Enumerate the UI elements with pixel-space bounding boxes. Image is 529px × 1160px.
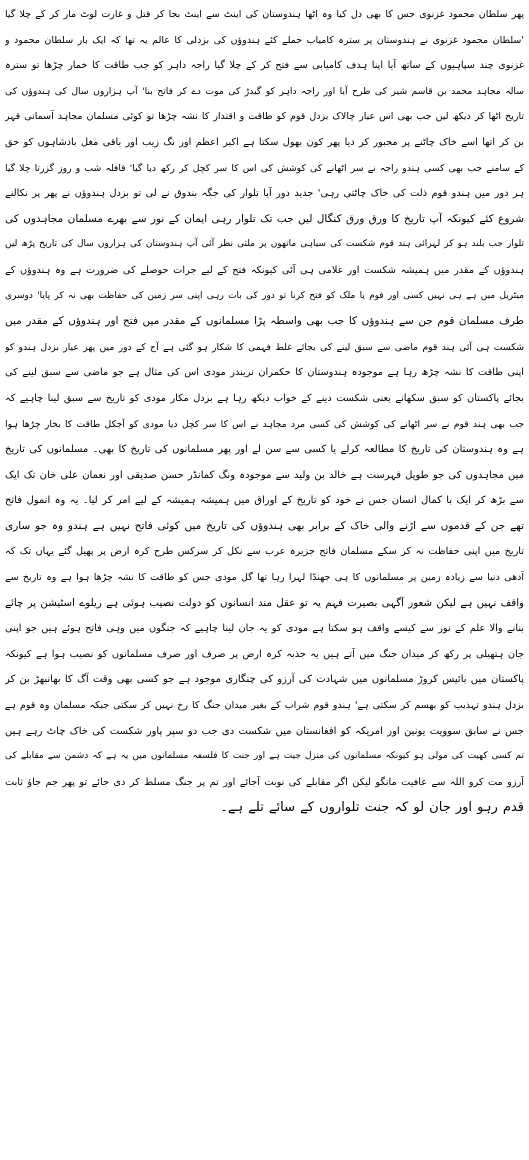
article-line: تاریخ اٹھا کر دیکھ لیں جب بھی اس عیار چالاک بزدل قوم کو طاقت و اقتدار کا نشہ چڑھا تو کوئی مسلمان مجاہد آسمانی قہر xyxy=(5,111,524,123)
article-line: قدم رہو اور جان لو کہ جنت تلواروں کے سائے تلے ہے۔ xyxy=(220,800,524,816)
article-line: شروع کئے کیونکہ آپ تاریخ کا ورق ورق کنگال لیں جب تک تلوار رہی ایمان کے نور سے بھرے مسلمان مجاہدوں کی xyxy=(5,212,524,225)
article-line: بنانے والا علم کے نور سے کیسے واقف ہو سکتا ہے مودی کو یہ جان لینا چاہیے کہ جنگوں میں وہی فاتح ہوئے ہیں جو اپنی xyxy=(5,623,524,635)
article-line: میٹریل میں ہے ہی نہیں کسی اور قوم یا ملک کو فتح کرنا تو دور کی بات رہی اپنی سر زمین کی حفاظت بھی نہ کر پایا' دوسری xyxy=(5,290,524,301)
article-line: آدھی دنیا سے زیادہ زمین پر مسلمانوں کا ہی جھنڈا لہرا رہا تھا گل مودی جس کو طاقت کا نشہ چڑھا ہوا ہے وہ تاریخ سے xyxy=(5,572,524,584)
article-line: تم کسی کھیت کی مولی ہو کیونکہ مسلمانوں کی منزل جیت ہے اور جنت کا فلسفہ مسلمانوں میں یہ ہے کہ دشمن سے مقابلے کی xyxy=(5,751,524,762)
article-line: اپنی طاقت کا نشہ چڑھ رہا ہے موجودہ ہندوستان کا حکمران نریندر مودی اس کی مثال ہے جو ماضی سے سبق لینے کی xyxy=(5,367,524,379)
article-line: سے بڑھ کر ایک با کمال انسان جس نے خود کو تاریخ کے اوراق میں ہمیشہ ہمیشہ کے لیے امر کر لیا۔ یہ وہ انمول فاتح xyxy=(5,495,524,507)
article-line: ہے وہ ہندوستان کی تاریخ کا مطالعہ کرلے یا کسی سے سن لے اور پھر مسلمانوں کی تاریخ کا بھی۔ مسلمانوں کی تاریخ xyxy=(5,444,524,456)
article-line: جس نے سابق سوویت یونین اور امریکہ کو افغانستان میں شکست دی جب دو سپر پاور شکست کی خاک چاٹ رہے ہیں xyxy=(5,725,524,737)
article-line: واقف نہیں ہے لیکن شعور آگہی بصیرت فہم یہ تو عقل مند انسانوں کو دولت نصیب ہوئی ہے ریلوے اسٹیشن پر چائے xyxy=(5,596,524,609)
article-line: 'سلطان محمود غزنوی نے ہندوستان پر سترہ کامیاب حملے کئے ہندوؤں کی بزدلی کا عالم یہ تھا کہ ایک بار سلطان محمود و xyxy=(5,34,524,46)
article-line: ہر دور میں ہندو قوم ذلت کی خاک چاٹتی رہی' جدید دور آیا تلوار کی جگہ بندوق نے لی تو بزدل ہندوؤں نے پھر پر نکالنے xyxy=(5,188,524,200)
article-line: ہندوؤں کے مقدر میں ہمیشہ شکست اور غلامی ہی آئی کیونکہ فتح کے لیے جرات حوصلے کی ضرورت ہے وہ ہندوؤں کے xyxy=(5,264,524,276)
article-line: بن کر اتھا اسے خاک چاٹنے پر مجبور کر دیا پھر کون بھول سکتا ہے اکبر اعظم اور نگ زیب اور باقی مغل بادشاہوں کو حق xyxy=(5,136,524,148)
article-line: کے سامنے جب بھی کسی ہندو راجہ نے سر اٹھانے کی کوشش کی اس کا سر کچل کر رکھ دیا گیا' قافلہ شب و روز گزرتا چلا گیا xyxy=(5,162,524,174)
article-line: طرف مسلمان قوم جن سے ہندوؤں کا جب بھی واسطہ پڑا مسلمانوں کے مقدر میں فتح اور ہندوؤں کے مقدر میں xyxy=(5,315,524,328)
article-line: جب بھی ہند قوم نے سر اٹھانے کی کوشش کی کسی مرد مجاہد نے اس کا سر کچل دیا مودی کو آجکل طاقت کا بخار چڑھا ہوا xyxy=(5,418,524,430)
article-line: آرزو مت کرو اللہ سے عافیت مانگو لیکن اگر مقابلے کی نوبت آجائے اور تم پر جنگ مسلط کر دی جائے تو پھر جم جاؤ ثابت xyxy=(5,776,524,788)
article-line: میں مجاہدوں کی جو طویل فہرست ہے خالد بن ولید سے موجودہ ونگ کمانڈر حسن صدیقی اور نعمان علی خان تک ایک xyxy=(5,469,524,481)
article-line: تلوار جب بلند ہو کر لہرائی ہند قوم شکست کی سیاہی ماتھوں پر ملتی نظر آئی آپ ہندوستان کی ہزاروں سال کی تاریخ پڑھ لیں xyxy=(5,239,524,250)
article-line: سالہ مجاہد محمد بن قاسم شیر کی طرح آیا اور راجہ داہر کو گیدڑ کی موت دے کر فاتح بنا' آپ ہزاروں سال کی ہندوؤں کی xyxy=(5,85,524,97)
article-body xyxy=(5,2,524,821)
article-line: غزنوی چند سپاہیوں کے ساتھ آیا اپنا ہدف کامیابی سے فتح کر کے چلا گیا راجہ داہر کو جب طاقت کا خمار چڑھا تو سترہ xyxy=(5,60,524,72)
article-line: تھے جن کے قدموں سے اڑنے والی خاک کے برابر بھی ہندوؤں کی تاریخ میں کوئی فاتح نہیں ہے ہندو وہ جو ساری xyxy=(5,519,524,532)
article-line: پاکستان میں بائیس کروڑ مسلمانوں میں شہادت کی آرزو کی چنگاری موجود ہے جو کسی بھی وقت آگ کا بھانبھڑ بن کر xyxy=(5,674,524,686)
article-line: شکست ہی آئی ہند قوم ماضی سے سبق لینے کی بجائے غلط فہمی کا شکار ہو گئی ہے آج کے دور میں پھر عیار بزدل ہندو کو xyxy=(5,341,524,353)
article-line: تاریخ میں اپنی حفاظت نہ کر سکے مسلمان فاتح جزیرہ عرب سے نکل کر سرکس طرح کرہ ارض پر پھیل گئے یہاں تک کہ xyxy=(5,546,524,558)
article-line: بجائے پاکستان کو سبق سکھانے یعنی شکست دینے کے خواب دیکھ رہا ہے بزدل مکار مودی کو تاریخ سے سبق لینا چاہیے کہ xyxy=(5,392,524,404)
article-line: پھر سلطان محمود غزنوی جس کا بھی دل کیا وہ اٹھا ہندوستان کی اینٹ سے اینٹ بجا کر قتل و غارت لوٹ مار کر کے چلا گیا xyxy=(5,9,524,20)
article-line: بزدل ہندو تہذیب کو بھسم کر سکتی ہے' ہندو قوم شراب کے بغیر میدان جنگ کا رخ نہیں کر سکتی جبکہ مسلمان وہ قوم ہے xyxy=(5,700,524,712)
article-line: جان ہتھیلی پر رکھ کر میدان جنگ میں آتے ہیں یہ جذبہ کرہ ارض پر صرف اور صرف مسلمانوں کو نصیب ہوا ہے کیونکہ xyxy=(5,648,524,660)
